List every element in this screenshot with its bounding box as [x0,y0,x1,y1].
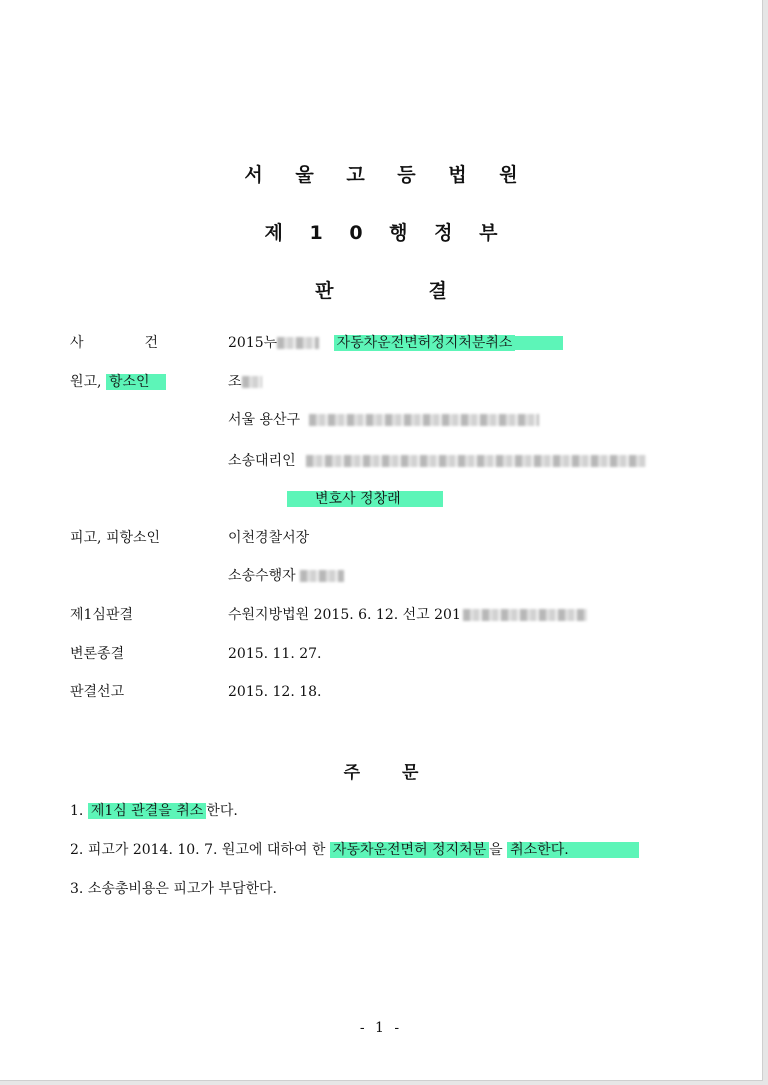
redacted-litigant [300,570,344,582]
document-title [0,276,762,303]
order-item-1-highlight: 제1심 관결을 취소 [88,803,206,819]
division-name: 제 1 0 행 정 부 [264,222,508,244]
case-label: 사 건 [70,335,158,351]
plaintiff-label: 원고, 항소인 [70,372,166,392]
closing-argument-label: 변론종결 [70,646,125,662]
first-instance-label: 제1심판결 [70,607,134,623]
case-name: 자동차운전면허정지처분취소 [334,335,516,351]
lawyer-name: 변호사 정창래 [287,489,443,509]
order-item-3: 3. 소송총비용은 피고가 부담한다. [70,881,277,897]
defendant-litigant: 소송수행자 [228,566,344,586]
page-number: - 1 - [359,1020,403,1036]
plaintiff-name: 조 [228,372,262,392]
judgment-date-value: 2015. 12. 18. [228,684,322,700]
title-left: 판 [315,280,334,302]
case-value [228,333,563,353]
order-item-2-highlight-1: 자동차운전면허 정지처분 [330,842,489,858]
order-item-2-highlight-2: 취소한다. [507,842,639,858]
redacted-first-instance [463,609,587,621]
redacted-counsel [306,455,646,467]
highlight-bar [515,336,563,350]
closing-argument-value: 2015. 11. 27. [228,646,322,662]
defendant-name: 이천경찰서장 [228,530,310,546]
order-item-1: 1. 제1심 관결을 취소 한다. [70,803,238,819]
order-title: 주 문 [343,763,419,783]
judgment-date-label: 판결선고 [70,684,125,700]
plaintiff-counsel: 소송대리인 [228,451,646,471]
order-item-2: 2. 피고가 2014. 10. 7. 원고에 대하여 한 자동차운전면허 정지처분 을 취소한다. [70,840,639,860]
title-right: 결 [428,280,447,302]
redacted-name [242,376,262,388]
first-instance-value: 수원지방법원 2015. 6. 12. 선고 201 [228,605,587,625]
plaintiff-address: 서울 용산구 [228,410,539,430]
plaintiff-label-highlight: 항소인 [106,374,166,390]
case-number: 2015누 [228,335,278,351]
defendant-label: 피고, 피항소인 [70,530,161,546]
redacted-address [309,414,539,426]
redacted-case-number [277,337,319,349]
court-name: 서 울 고 등 법 원 [244,164,531,186]
